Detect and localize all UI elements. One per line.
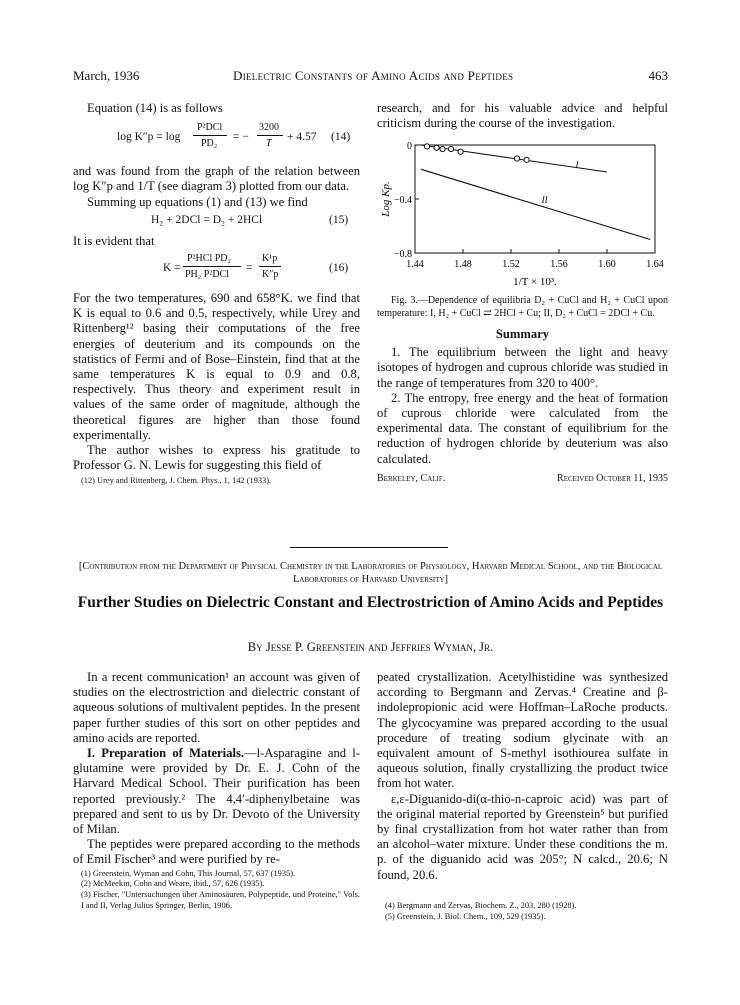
footnote-1: (1) Greenstein, Wyman and Cohn, This Journal, 57, 637 (1935). — [81, 868, 296, 878]
eq14-fraction-bar — [193, 135, 227, 136]
eq14-mid: = − — [233, 131, 249, 144]
figure-3-chart — [377, 135, 668, 295]
place-line: Berkeley, Calif. — [377, 472, 446, 484]
series-line-II — [421, 169, 650, 239]
header-page-number: 463 — [648, 68, 668, 83]
para-summing: Summing up equations (1) and (13) we find — [87, 194, 308, 209]
series-label-I: I — [575, 159, 579, 170]
materials-heading: I. Preparation of Materials. — [87, 746, 244, 761]
para-graph-relation: and was found from the graph of the relation between log K″p and 1/T (see diagram 3) plotted from our data. — [73, 164, 360, 194]
data-point — [458, 149, 463, 154]
data-point — [440, 146, 445, 151]
x-tick-label: 1.44 — [406, 259, 424, 270]
para-temperatures: For the two temperatures, 690 and 658°K. we find that K is equal to 0.6 and 0.5, respectively, while Urey and Rittenberg¹² basing their computations of the free energies of deuterium and its compounds on the statistics of Fermi and of Bose–Einstein, find that at the same temperatures K is equal to 0.9 and 0.8, respectively. Thus theory and experiment result in values of the same order of magnitude, although the theoretical figures are higher than those found experimentally. — [73, 291, 360, 442]
eq14-frac-num: 3200 — [259, 122, 279, 134]
footnote-5: (5) Greenstein, J. Biol. Chem., 109, 529 (1935). — [385, 911, 546, 921]
eq15-body: H₂ + 2DCl = D₂ + 2HCl — [151, 213, 263, 226]
y-tick-label: 0 — [407, 141, 412, 152]
right-top-column — [377, 101, 668, 131]
left-top-column — [73, 101, 360, 487]
eq14-denominator: PD₂ — [201, 138, 218, 150]
equation-16 — [73, 249, 360, 289]
eq16-num2: K¹p — [262, 253, 278, 265]
x-tick-label: 1.52 — [502, 259, 520, 270]
section-divider — [290, 547, 448, 548]
chart-marks — [394, 141, 664, 270]
y-tick-label: −0.4 — [393, 195, 412, 206]
eq14-lhs: log K″p = log — [117, 131, 181, 144]
crystallization-paragraph: peated crystallization. Acetylhistidine was synthesized according to Bergmann and Zervas.⁴ Creatine and β-indolepropionic acid were Hoffman–LaRoche products. The glycocyamine was prepared according to the usual procedure of treating sodium glycinate with an equivalent amount of S-methyl isothiourea sulfate in aqueous solution, finally crystallizing the product twice from hot water. — [377, 670, 668, 791]
article-title: Further Studies on Dielectric Constant and Electrostriction of Amino Acids and Peptides — [77, 594, 664, 611]
summary-heading: Summary — [495, 327, 550, 341]
signoff — [377, 469, 668, 485]
data-point — [424, 144, 429, 149]
x-tick-label: 1.60 — [598, 259, 616, 270]
x-tick-label: 1.56 — [550, 259, 568, 270]
footnote-2: (2) McMeekin, Cohn and Weare, ibid., 57, 626 (1935). — [81, 879, 265, 889]
eq16-number: (16) — [329, 262, 349, 275]
right-top-column-2 — [377, 295, 668, 485]
eq16-den2: K″p — [262, 269, 279, 281]
materials-text: —l-Asparagine and l-glutamine were provided by Dr. E. J. Cohn of the Harvard Medical School. Their purification has been reported previously.² The 4,4′-diphenylbetaine was prepared and sent to us by Dr. Devoto of the University of Milan. — [73, 746, 360, 837]
x-axis-label: 1/T × 10³. — [513, 276, 557, 288]
left-bottom-column — [73, 670, 360, 912]
eq14-rhs: + 4.57 — [287, 131, 317, 144]
eq15-number: (15) — [329, 213, 349, 226]
eq16-fraction-bar — [183, 266, 241, 267]
para-gratitude: The author wishes to express his gratitude to Professor G. N. Lewis for suggesting this field of — [73, 443, 360, 473]
contribution-note: [Contribution from the Department of Physical Chemistry in the Laboratories of Physiology, Harvard Medical School, and the Biological Laboratories of Harvard University] — [78, 561, 663, 585]
figure-3-caption: Fig. 3.—Dependence of equilibria D₂ + CuCl and H₂ + CuCl upon temperature: I, H₂ + CuCl ⇄ 2HCl + Cu; II, D₂ + CuCl = 2DCl + Cu. — [377, 295, 668, 319]
header-running-title: Dielectric Constants of Amino Acids and Peptides — [233, 68, 514, 83]
para-evident: It is evident that — [73, 233, 155, 248]
eq16-lhs: K = — [163, 262, 181, 275]
header-date: March, 1936 — [73, 68, 140, 83]
eq14-numerator: P²DCl — [197, 122, 223, 134]
data-point — [434, 145, 439, 150]
x-tick-label: 1.64 — [646, 259, 664, 270]
eq16-equals: = — [246, 262, 253, 275]
x-tick-label: 1.48 — [454, 259, 472, 270]
y-tick-label: −0.8 — [393, 249, 412, 260]
received-date: Received October 11, 1935 — [557, 472, 668, 484]
eq14-fraction-bar-2 — [257, 135, 283, 136]
intro-paragraph: In a recent communication¹ an account was given of studies on the electrostriction and dielectric constant of aqueous solutions of multivalent peptides. In the present paper further studies of this sort on other peptides and amino acids are reported. — [73, 670, 360, 745]
running-header — [73, 68, 668, 86]
footnote-3: (3) Fischer, "Untersuchungen über Aminosäuren, Polypeptide, und Proteine," Vols. I and II, Verlag Julius Springer, Berlin, 1906. — [81, 890, 360, 911]
equation-15 — [73, 212, 360, 230]
eq16-numerator: P²HCl PD₂ — [187, 253, 231, 265]
peptides-paragraph: The peptides were prepared according to the methods of Emil Fischer³ and were purified by re- — [73, 837, 360, 867]
eq14-frac-den: T — [266, 138, 272, 150]
eq14-intro: Equation (14) is as follows — [87, 101, 223, 115]
y-axis-label: Log Kp. — [380, 181, 392, 217]
eq14-number: (14) — [331, 131, 351, 144]
data-point — [448, 146, 453, 151]
article-byline: By Jesse P. Greenstein and Jeffries Wyman, Jr. — [247, 640, 494, 654]
footnotes-right — [377, 901, 668, 923]
right-bottom-column — [377, 670, 668, 922]
eq16-denominator: PH₂ P²DCl — [185, 269, 229, 281]
diguanido-paragraph: ε,ε-Diguanido-di(α-thio-n-caproic acid) was part of the original material reported by Greenstein⁵ but purified by final crystallization from hot water rather than from an alcohol–water mixture. Under these conditions the m. p. of the diguanido acid was 205°; N calcd., 20.6; N found, 20.6. — [377, 791, 668, 882]
data-point — [524, 157, 529, 162]
data-point — [514, 156, 519, 161]
footnote-4: (4) Bergmann and Zervas, Biochem. Z., 203, 280 (1928). — [385, 900, 577, 910]
para-research: research, and for his valuable advice and helpful criticism during the course of the investigation. — [377, 101, 668, 131]
summary-item-2: 2. The entropy, free energy and the heat of formation of cuprous chloride were calculated from the experimental data. The constant of equilibrium for the reduction of hydrogen chloride by deuterium was also calculated. — [377, 390, 668, 466]
eq16-fraction-bar-2 — [259, 266, 281, 267]
footnote-12: (12) Urey and Rittenberg, J. Chem. Phys., 1, 142 (1933). — [81, 476, 272, 486]
footnotes-left — [73, 869, 360, 912]
series-label-II: II — [541, 195, 548, 206]
materials-paragraph — [73, 746, 360, 837]
summary-item-1: 1. The equilibrium between the light and heavy isotopes of hydrogen and cuprous chloride was studied in the range of temperatures from 320 to 400°. — [377, 345, 668, 390]
equation-14 — [73, 118, 360, 158]
